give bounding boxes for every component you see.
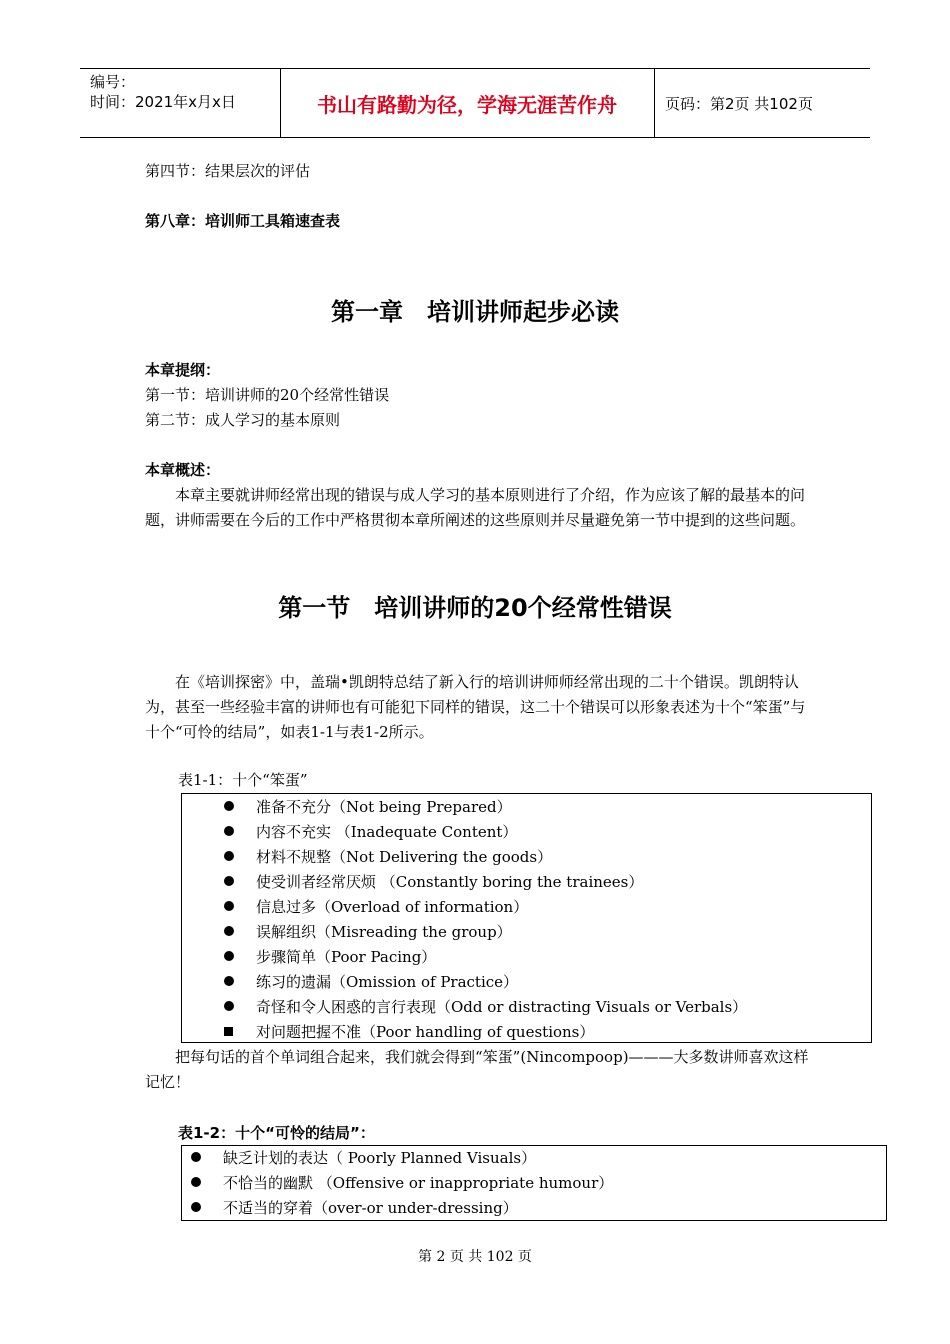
list-item: 信息过多（Overload of information） xyxy=(224,895,528,920)
header-divider-right xyxy=(654,69,655,137)
list-item: 步骤简单（Poor Pacing） xyxy=(224,945,436,970)
table2-caption: 表1-2：十个“可怜的结局”： xyxy=(178,1124,375,1142)
bullet-icon xyxy=(224,851,234,861)
header-page-info: 页码：第2页 共102页 xyxy=(665,95,813,113)
outline-item: 第一节：培训讲师的20个经常性错误 xyxy=(145,386,390,404)
header-meta xyxy=(90,72,236,112)
bullet-icon xyxy=(224,1001,234,1011)
page-header xyxy=(80,68,870,138)
section-title: 第一节 培训讲师的20个经常性错误 xyxy=(278,594,672,622)
bullet-icon xyxy=(191,1152,201,1162)
table1-caption: 表1-1：十个“笨蛋” xyxy=(178,771,308,789)
section-intro: 在《培训探密》中，盖瑞•凯朗特总结了新入行的培训讲师师经常出现的二十个错误。凯朗特认为，甚至一些经验丰富的讲师也有可能犯下同样的错误，这二十个错误可以形象表述为十个“笨蛋”与十个“可怜的结局”，如表1-1与表1-2所示。 xyxy=(145,673,806,741)
list-item: 不恰当的幽默 （Offensive or inappropriate humour） xyxy=(191,1171,613,1196)
list-item: 内容不充实 （Inadequate Content） xyxy=(224,820,517,845)
bullet-icon xyxy=(224,876,234,886)
list-item: 使受训者经常厌烦 （Constantly boring the trainees） xyxy=(224,870,643,895)
bullet-icon xyxy=(224,951,234,961)
bullet-icon xyxy=(224,901,234,911)
list-item: 误解组织（Misreading the group） xyxy=(224,920,512,945)
bullet-icon xyxy=(191,1202,201,1212)
header-number: 编号： xyxy=(90,73,136,91)
list-item: 不适当的穿着（over-or under-dressing） xyxy=(191,1196,518,1221)
list-item: 奇怪和令人困惑的言行表现（Odd or distracting Visuals or Verbals） xyxy=(224,995,747,1020)
header-time: 时间：2021年x月x日 xyxy=(90,93,236,111)
toc-chapter8: 第八章：培训师工具箱速查表 xyxy=(145,212,341,230)
overview-text: 本章主要就讲师经常出现的错误与成人学习的基本原则进行了介绍，作为应该了解的最基本的问题，讲师需要在今后的工作中严格贯彻本章所阐述的这些原则并尽量避免第一节中提到的这些问题。 xyxy=(145,486,806,529)
overview-label: 本章概述： xyxy=(145,461,221,479)
outline-item: 第二节：成人学习的基本原则 xyxy=(145,411,341,429)
list-item: 练习的遗漏（Omission of Practice） xyxy=(224,970,518,995)
table1-note: 把每句话的首个单词组合起来，我们就会得到“笨蛋”(Nincompoop)———大多数讲师喜欢这样记忆！ xyxy=(145,1048,809,1091)
list-item: 准备不充分（Not being Prepared） xyxy=(224,795,512,820)
list-item: 对问题把握不准（Poor handling of questions） xyxy=(224,1020,594,1045)
toc-section4: 第四节：结果层次的评估 xyxy=(145,162,311,180)
header-motto: 书山有路勤为径，学海无涯苦作舟 xyxy=(317,93,617,117)
bullet-icon xyxy=(191,1177,201,1187)
outline-label: 本章提纲： xyxy=(145,361,221,379)
square-bullet-icon xyxy=(224,1027,233,1036)
chapter-title: 第一章 培训讲师起步必读 xyxy=(331,298,619,326)
bullet-icon xyxy=(224,926,234,936)
list-item: 材料不规整（Not Delivering the goods） xyxy=(224,845,552,870)
list-item: 缺乏计划的表达（ Poorly Planned Visuals） xyxy=(191,1146,536,1171)
bullet-icon xyxy=(224,801,234,811)
bullet-icon xyxy=(224,826,234,836)
page-footer: 第 2 页 共 102 页 xyxy=(418,1249,532,1265)
bullet-icon xyxy=(224,976,234,986)
